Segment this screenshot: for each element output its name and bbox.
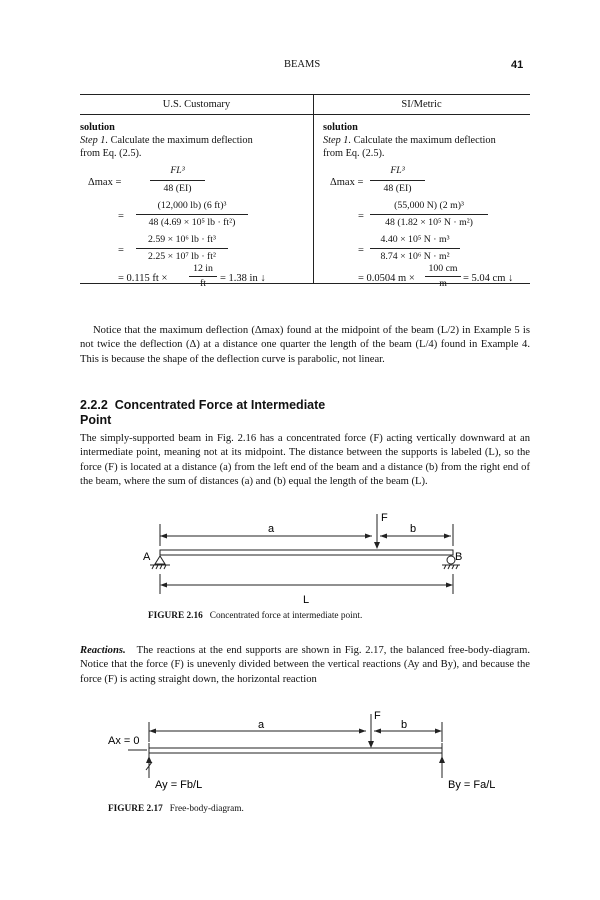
eq3-numerator: 4.40 × 10⁵ N · m³: [380, 234, 450, 245]
table-header-rule: [80, 114, 530, 115]
eq1-denominator: 48 (EI): [163, 183, 192, 194]
label-support-b: B: [455, 551, 463, 563]
step-text: Step 1. Calculate the maximum deflection: [323, 135, 496, 146]
eq2-fraction-bar: [370, 214, 488, 215]
eq2-denominator: 48 (4.69 × 10⁵ lb · ft²): [148, 217, 236, 228]
eq2-denominator: 48 (1.82 × 10⁵ N · m²): [385, 217, 473, 228]
label-b: b: [401, 719, 408, 731]
figure-2-16-diagram: [140, 508, 470, 608]
label-support-a: A: [143, 551, 151, 563]
reaction-arrowhead: [439, 756, 445, 763]
eq2-numerator: (55,000 N) (2 m)³: [394, 200, 464, 211]
figure-2-16-caption: FIGURE 2.16 Concentrated force at intermediate point.: [148, 611, 363, 621]
eq2-sign: =: [118, 211, 124, 222]
solution-label: solution: [80, 122, 115, 133]
col-left-title: U.S. Customary: [162, 99, 231, 110]
eq2-fraction-bar: [136, 214, 248, 215]
label-b: b: [410, 523, 417, 535]
force-arrowhead: [374, 542, 380, 549]
solution-label: solution: [323, 122, 358, 133]
eq3-sign: =: [358, 245, 364, 256]
eq4-result: = 1.38 in ↓: [220, 273, 266, 284]
label-by: By = Fa/L: [448, 779, 496, 791]
dimension-arrowhead: [160, 534, 167, 539]
paragraph-beam-description: The simply-supported beam in Fig. 2.16 has a concentrated force (F) acting vertically downward at an intermediate point, meaning not at its midpoint. The distance between the supports is labeled (L), so the force (F) is located at a distance (a) from the left end of the beam and a distance (b) from the right end of the beam, where the sum of distances (a) and (b) equal the length of the beam (L).: [80, 433, 530, 487]
reaction-arrowhead: [146, 756, 152, 763]
step-text-continued: from Eq. (2.5).: [80, 148, 142, 159]
eq1-numerator: FL³: [390, 165, 405, 176]
dimension-arrowhead: [149, 729, 156, 734]
label-length: L: [303, 594, 310, 606]
col-right-title: SI/Metric: [401, 99, 442, 110]
eq2-sign: =: [358, 211, 364, 222]
label-ay: Ay = Fb/L: [155, 779, 203, 791]
delta-max-lhs: Δmax =: [330, 177, 364, 188]
eq3-denominator: 2.25 × 10⁷ lb · ft²: [148, 251, 216, 262]
eq4-numerator: 100 cm: [428, 263, 458, 274]
figure-2-17-caption: FIGURE 2.17 Free-body-diagram.: [108, 804, 244, 814]
eq4-prefix: = 0.115 ft ×: [118, 273, 168, 284]
eq4-fraction-bar: [189, 276, 217, 277]
eq4-result: = 5.04 cm ↓: [463, 273, 514, 284]
dimension-arrowhead: [435, 729, 442, 734]
eq4-denominator: ft: [200, 278, 206, 289]
paragraph-deflection-note: Notice that the maximum deflection (Δmax) found at the midpoint of the beam (L/2) in Example 5 is not twice the deflection (Δ) at a distance one quarter the length of the beam (L/4) found in Example 4. This is because the shape of the deflection curve is parabolic, not linear.: [80, 325, 530, 365]
dimension-arrowhead: [444, 534, 451, 539]
section-heading: 2.2.2 Concentrated Force at Intermediate Point: [80, 398, 326, 427]
page-number: 41: [511, 59, 524, 71]
dimension-arrowhead: [380, 534, 387, 539]
eq4-numerator: 12 in: [193, 263, 213, 274]
eq3-numerator: 2.59 × 10⁶ lb · ft³: [148, 234, 216, 245]
eq4-fraction-bar: [425, 276, 461, 277]
eq3-fraction-bar: [136, 248, 228, 249]
label-a: a: [268, 523, 275, 535]
label-a: a: [258, 719, 265, 731]
force-arrowhead: [368, 741, 374, 748]
figure-2-17-diagram: [100, 706, 520, 798]
dimension-arrowhead: [365, 534, 372, 539]
step-text-continued: from Eq. (2.5).: [323, 148, 385, 159]
eq3-denominator: 8.74 × 10⁶ N · m²: [380, 251, 450, 262]
label-ax: Ax = 0: [108, 735, 140, 747]
eq1-numerator: FL³: [170, 165, 185, 176]
delta-max-lhs: Δmax =: [88, 177, 122, 188]
step-text: Step 1. Calculate the maximum deflection: [80, 135, 253, 146]
eq1-denominator: 48 (EI): [383, 183, 412, 194]
label-force: F: [374, 710, 381, 722]
dimension-arrowhead: [359, 729, 366, 734]
table-top-rule: [80, 94, 530, 95]
eq1-fraction-bar: [150, 180, 205, 181]
table-column-divider: [313, 94, 314, 283]
eq4-denominator: m: [439, 278, 447, 289]
paragraph-reactions: Reactions. The reactions at the end supports are shown in Fig. 2.17, the balanced free-body-diagram. Notice that the force (F) is unevenly divided between the vertical reactions (Ay and By), and because the force (F) is acting straight down, the horizontal reaction: [80, 645, 531, 685]
eq2-numerator: (12,000 lb) (6 ft)³: [157, 200, 227, 211]
eq3-fraction-bar: [370, 248, 460, 249]
running-title: BEAMS: [284, 59, 321, 70]
eq3-sign: =: [118, 245, 124, 256]
dimension-arrowhead: [160, 583, 167, 588]
eq4-prefix: = 0.0504 m ×: [358, 273, 415, 284]
dimension-arrowhead: [374, 729, 381, 734]
dimension-arrowhead: [446, 583, 453, 588]
eq1-fraction-bar: [370, 180, 425, 181]
label-force: F: [381, 512, 388, 524]
